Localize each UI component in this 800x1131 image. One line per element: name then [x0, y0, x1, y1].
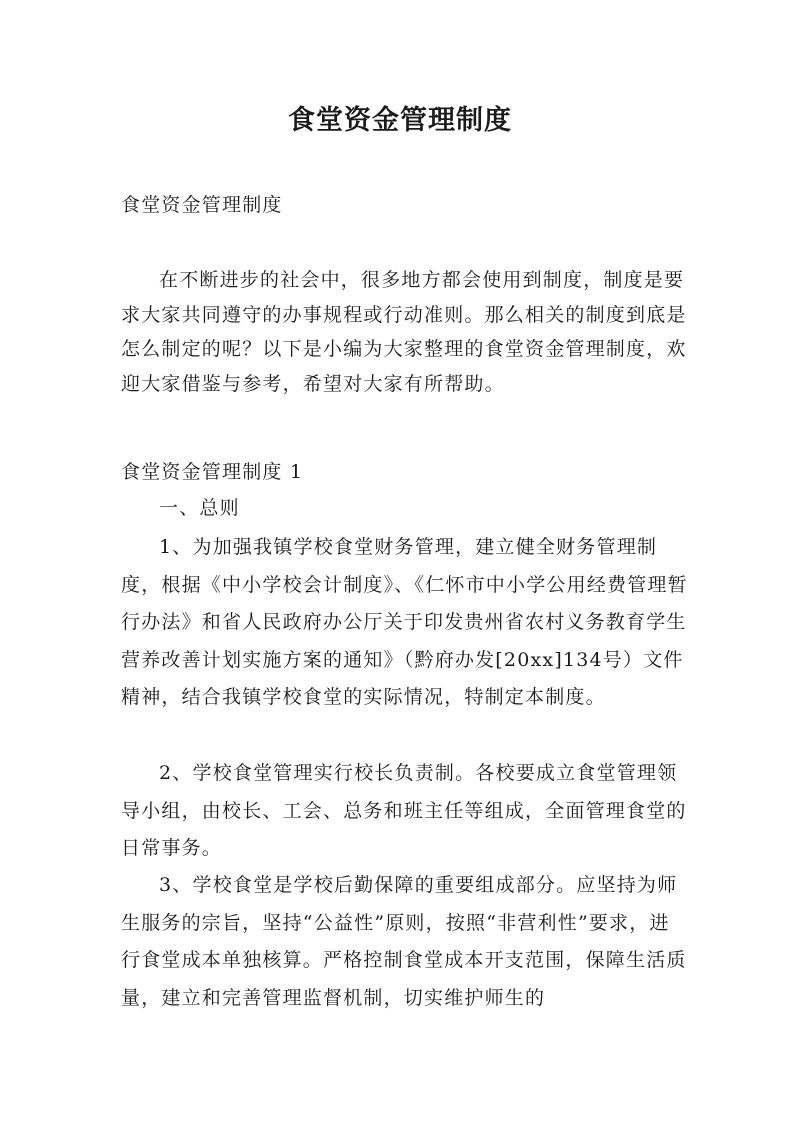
intro-paragraph: 在不断进步的社会中，很多地方都会使用到制度，制度是要求大家共同遵守的办事规程或行动准则。那么相关的制度到底是怎么制定的呢？以下是小编为大家整理的食堂资金管理制度，欢迎大家借鉴与参考，希望对大家有所帮助。 — [121, 269, 687, 395]
document-title: 食堂资金管理制度 — [288, 105, 512, 136]
article-paragraph-3: 3、学校食堂是学校后勤保障的重要组成部分。应坚持为师生服务的宗旨，坚持“公益性”原则，按照“非营利性”要求，进行食堂成本单独核算。严格控制食堂成本开支范围，保障生活质量，建立和完善管理监督机制，切实维护师生的 — [121, 874, 687, 1009]
section-heading: 食堂资金管理制度 1 — [121, 461, 304, 483]
article-paragraph-1: 1、为加强我镇学校食堂财务管理，建立健全财务管理制度，根据《中小学校会计制度》、《仁怀市中小学公用经费管理暂行办法》和省人民政府办公厅关于印发贵州省农村义务教育学生营养改善计划实施方案的通知》（黔府办发[20xx]134号）文件精神，结合我镇学校食堂的实际情况，特制定本制度。 — [121, 536, 688, 708]
article-paragraph-2: 2、学校食堂管理实行校长负责制。各校要成立食堂管理领导小组，由校长、工会、总务和班主任等组成，全面管理食堂的日常事务。 — [121, 762, 687, 859]
part-heading: 一、总则 — [159, 497, 240, 519]
document-subtitle: 食堂资金管理制度 — [121, 194, 283, 216]
